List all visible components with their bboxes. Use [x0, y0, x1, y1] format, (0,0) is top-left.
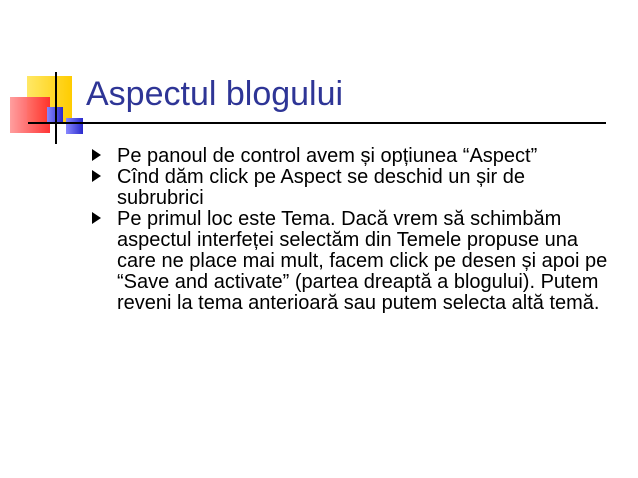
- red-square-icon: [10, 97, 50, 133]
- blue-square-icon: [66, 118, 83, 134]
- bullet-list: [92, 146, 612, 314]
- title-underline: [28, 122, 606, 124]
- bullet-item: [92, 146, 612, 167]
- square-bullet-icon: [92, 149, 101, 161]
- vertical-divider-line: [55, 72, 57, 144]
- bullet-text: Pe primul loc este Tema. Dacă vrem să schimbăm aspectul interfeței selectăm din Temele propuse una care ne place mai mult, facem click pe desen și apoi pe “Save and activate” (partea dreaptă a blogului). Putem reveni la tema anterioară sau putem selecta altă temă.: [117, 208, 608, 314]
- bullet-item: [92, 209, 612, 314]
- bullet-item: [92, 167, 612, 209]
- slide-title: Aspectul blogului: [86, 75, 344, 113]
- slide-logo: [0, 0, 100, 150]
- square-bullet-icon: [92, 170, 101, 182]
- bullet-text: Pe panoul de control avem și opțiunea “Aspect”: [117, 145, 538, 167]
- bullet-text: Cînd dăm click pe Aspect se deschid un șir de subrubrici: [117, 166, 525, 209]
- square-bullet-icon: [92, 212, 101, 224]
